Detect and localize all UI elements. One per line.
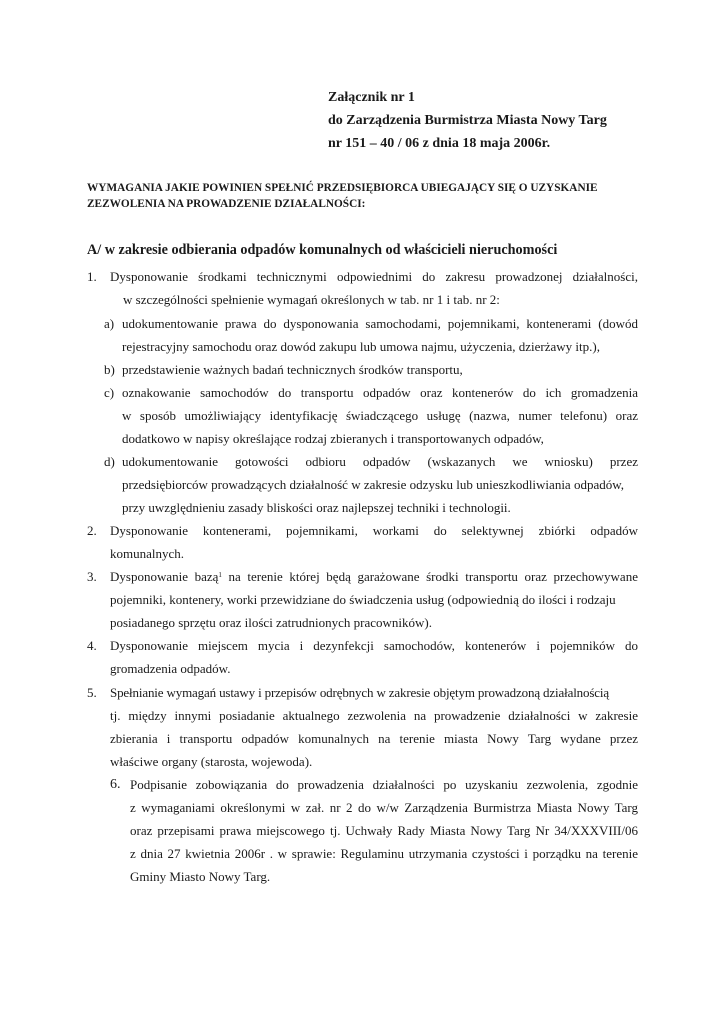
item-number: 3.	[87, 569, 97, 584]
item-3-line: posiadanego sprzętu oraz ilości zatrudnionych pracowników).	[110, 615, 433, 630]
item-1-line: w szczególności spełnienie wymagań określonych w tab. nr 1 i tab. nr 2:	[123, 292, 500, 307]
item-5-line: zbierania i transportu odpadów komunalnych na terenie miasta Nowy Targ wydane przez	[110, 731, 638, 746]
attachment-header	[328, 86, 708, 155]
item-number: 2.	[87, 523, 97, 538]
subitem-b-line: przedstawienie ważnych badań technicznych środków transportu,	[122, 362, 463, 377]
subitem-c-line: dodatkowo w napisy określające rodzaj zbieranych i transportowanych odpadów,	[122, 431, 544, 446]
requirements-heading	[87, 180, 647, 212]
subitem-d-line: przedsiębiorców prowadzących działalność w zakresie odzysku lub unieszkodliwiania odpadów,	[122, 477, 625, 492]
item-1-line: Dysponowanie środkami technicznymi odpowiednimi do zakresu prowadzonej działalności,	[110, 269, 638, 284]
section-a-heading: A/ w zakresie odbierania odpadów komunalnych od właścicieli nieruchomości	[87, 242, 558, 258]
item-4-line: gromadzenia odpadów.	[110, 661, 231, 676]
subitem-c-line: oznakowanie samochodów do transportu odpadów oraz kontenerów do ich gromadzenia	[122, 385, 638, 400]
subitem-label: b)	[104, 362, 115, 377]
item-6-line: Gminy Miasto Nowy Targ.	[130, 869, 271, 884]
item-6-line: oraz przepisami prawa miejscowego tj. Uchwały Rady Miasta Nowy Targ Nr 34/XXXVIII/06	[130, 823, 638, 838]
item-2-line: komunalnych.	[110, 546, 185, 561]
item-number: 1.	[87, 269, 97, 284]
subitem-d-line: przy uwzględnieniu zasady bliskości oraz najlepszej techniki i technologii.	[122, 500, 511, 515]
item-number: 6.	[110, 777, 121, 792]
item-3-line: pojemniki, kontenery, worki przewidziane do świadczenia usług (odpowiednią do ilości i rodzaju	[110, 592, 616, 607]
item-5-line: właściwe organy (starosta, wojewoda).	[110, 754, 313, 769]
item-6-line: z dnia 27 kwietnia 2006r . w sprawie: Regulaminu utrzymania czystości i porządku na terenie	[130, 846, 638, 861]
item-3-line	[110, 568, 638, 586]
item-number: 4.	[87, 638, 97, 653]
item-3-text: Dysponowanie bazą	[110, 569, 219, 584]
subitem-c-line: w sposób umożliwiający identyfikację świadczącego usługę (nazwa, numer telefonu) oraz	[122, 408, 638, 423]
requirements-heading-line: WYMAGANIA JAKIE POWINIEN SPEŁNIĆ PRZEDSIĘBIORCA UBIEGAJĄCY SIĘ O UZYSKANIE	[87, 182, 598, 194]
item-5-line: tj. między innymi posiadanie aktualnego zezwolenia na prowadzenie działalności w zakresie	[110, 708, 638, 723]
item-6-line: Podpisanie zobowiązania do prowadzenia działalności po uzyskaniu zezwolenia, zgodnie	[130, 777, 638, 792]
subitem-label: d)	[104, 454, 115, 469]
item-number: 5.	[87, 685, 97, 700]
subitem-label: a)	[104, 316, 115, 331]
item-6-line: z wymaganiami określonymi w zał. nr 2 do w/w Zarządzenia Burmistrza Miasta Nowy Targ	[130, 800, 638, 815]
attachment-title: Załącznik nr 1	[328, 90, 415, 105]
item-2-line: Dysponowanie kontenerami, pojemnikami, workami do selektywnej zbiórki odpadów	[110, 523, 638, 538]
item-4-line: Dysponowanie miejscem mycia i dezynfekcji samochodów, kontenerów i pojemników do	[110, 638, 638, 653]
subitem-label: c)	[104, 385, 115, 400]
attachment-ordinance: do Zarządzenia Burmistrza Miasta Nowy Targ	[328, 113, 607, 128]
subitem-a-line: rejestracyjny samochodu oraz dowód zakupu lub umowa najmu, użyczenia, dzierżawy itp.),	[122, 339, 600, 354]
attachment-number-date: nr 151 – 40 / 06 z dnia 18 maja 2006r.	[328, 136, 551, 151]
item-5-line: Spełnianie wymagań ustawy i przepisów odrębnych w zakresie objętym prowadzoną działalnością	[110, 685, 609, 700]
subitem-d-line: udokumentowanie gotowości odbioru odpadów (wskazanych we wniosku) przez	[122, 454, 638, 469]
subitem-a-line: udokumentowanie prawa do dysponowania samochodami, pojemnikami, kontenerami (dowód	[122, 316, 638, 331]
footnote-marker: 1	[218, 571, 222, 579]
item-3-text: na terenie której będą garażowane środki transportu oraz przechowywane	[221, 569, 638, 584]
requirements-heading-line: ZEZWOLENIA NA PROWADZENIE DZIAŁALNOŚCI:	[87, 198, 366, 210]
